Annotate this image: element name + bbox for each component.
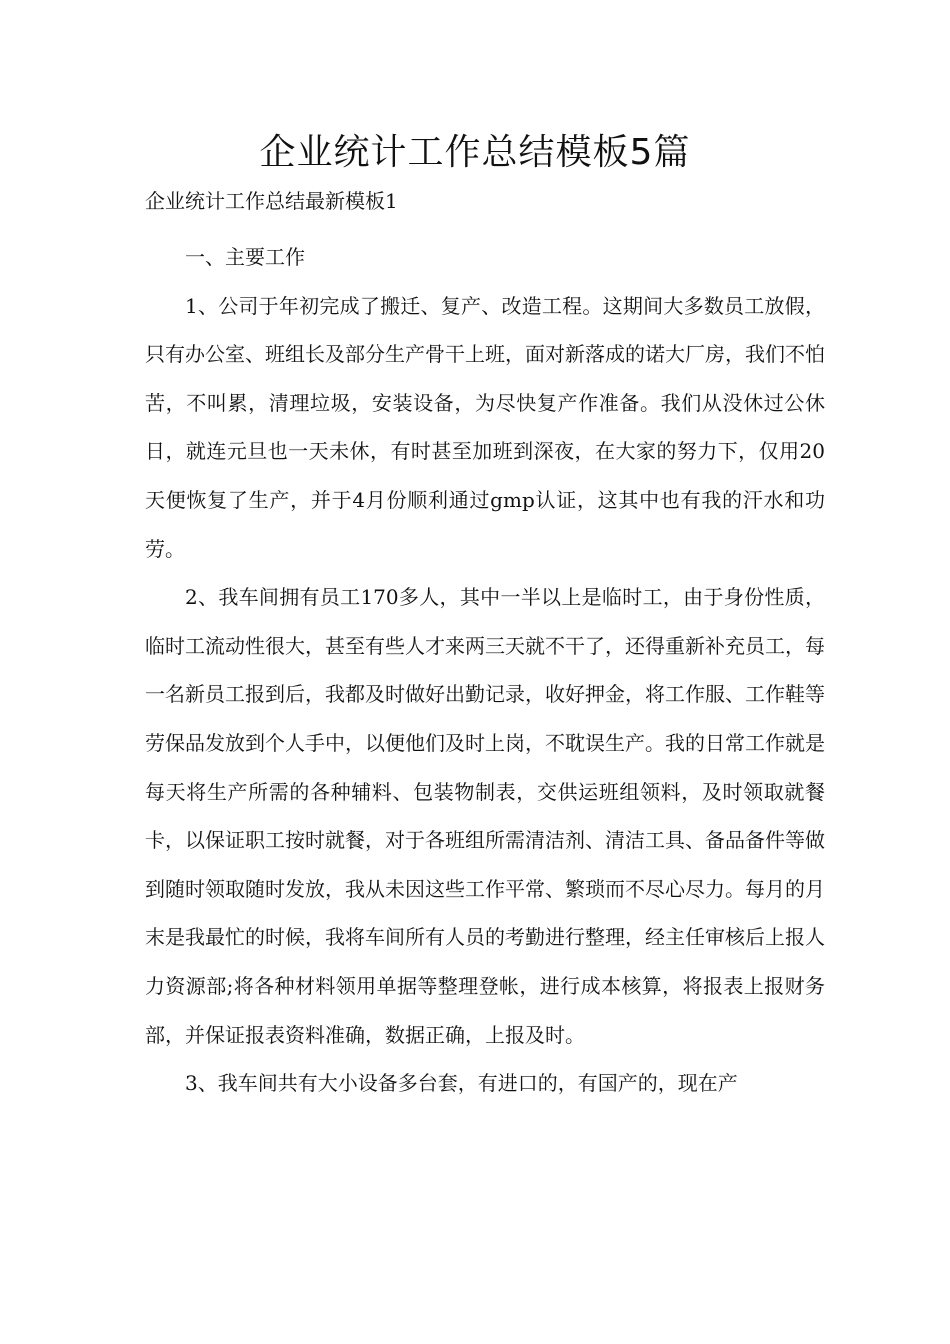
paragraph-1: 1、公司于年初完成了搬迁、复产、改造工程。这期间大多数员工放假，只有办公室、班组长及部分生产骨干上班，面对新落成的诺大厂房，我们不怕苦，不叫累，清理垃圾，安装设备，为尽快复产作准备。我们从没休过公休日，就连元旦也一天未休，有时甚至加班到深夜，在大家的努力下，仅用20天便恢复了生产，并于4月份顺利通过gmp认证，这其中也有我的汗水和功劳。 xyxy=(145,293,825,561)
document-body xyxy=(145,233,825,1108)
document-title: 企业统计工作总结模板5篇 xyxy=(259,132,691,173)
section-heading: 一、主要工作 xyxy=(185,245,305,269)
paragraph-3: 3、我车间共有大小设备多台套，有进口的，有国产的，现在产 xyxy=(185,1071,738,1096)
document-subtitle: 企业统计工作总结最新模板1 xyxy=(145,189,398,213)
paragraph-2: 2、我车间拥有员工170多人，其中一半以上是临时工，由于身份性质，临时工流动性很大，甚至有些人才来两三天就不干了，还得重新补充员工，每一名新员工报到后，我都及时做好出勤记录，收好押金，将工作服、工作鞋等劳保品发放到个人手中，以便他们及时上岗，不耽误生产。我的日常工作就是每天将生产所需的各种辅料、包装物制表，交供运班组领料，及时领取就餐卡，以保证职工按时就餐，对于各班组所需清洁剂、清洁工具、备品备件等做到随时领取随时发放，我从未因这些工作平常、繁琐而不尽心尽力。每月的月末是我最忙的时候，我将车间所有人员的考勤进行整理，经主任审核后上报人力资源部;将各种材料领用单据等整理登帐，进行成本核算，将报表上报财务部，并保证报表资料准确，数据正确，上报及时。 xyxy=(145,585,825,1047)
